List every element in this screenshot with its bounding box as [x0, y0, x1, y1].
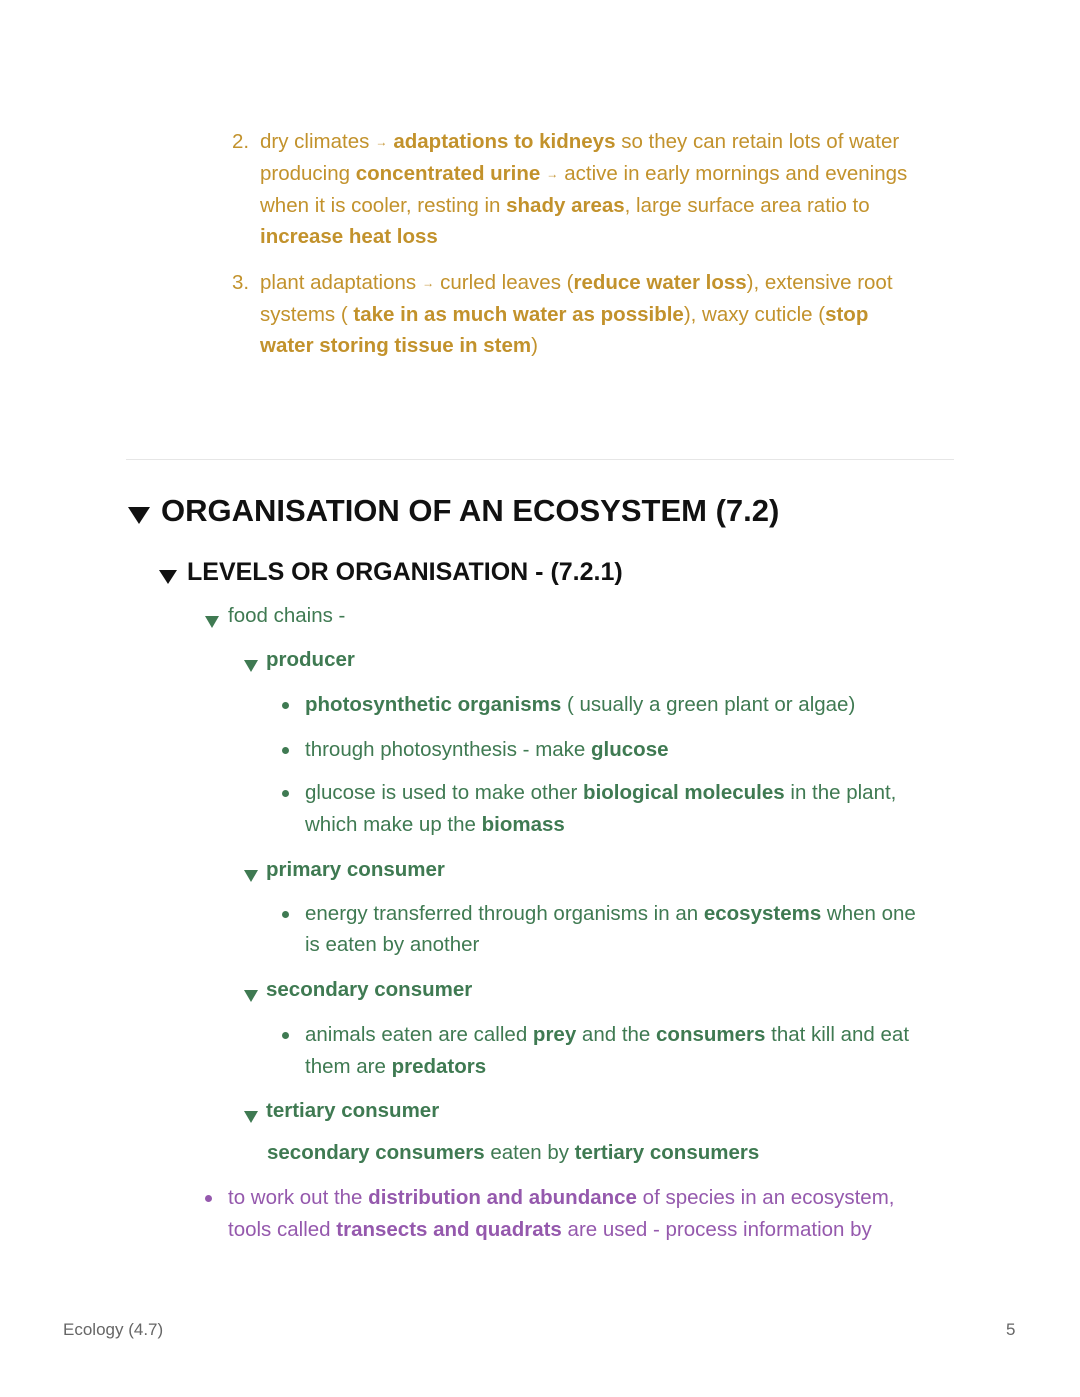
- toggle-triangle-icon[interactable]: [128, 503, 150, 527]
- text-span: curled leaves (: [440, 271, 574, 294]
- toggle-triangle-icon[interactable]: [159, 564, 177, 588]
- bold-term: ecosystems: [703, 902, 822, 925]
- bold-term: glucose: [591, 738, 669, 761]
- bullet-icon: [282, 911, 289, 918]
- text-span: ), waxy cuticle (: [683, 303, 826, 326]
- text-line: [305, 898, 916, 929]
- text-span: dry climates: [260, 130, 370, 153]
- toggle-triangle-icon[interactable]: [205, 609, 219, 633]
- arrow-icon: →: [375, 135, 388, 150]
- page-number: 5: [1006, 1320, 1016, 1339]
- bold-term: stop: [825, 303, 869, 326]
- text-span: tools called: [228, 1218, 337, 1241]
- text-span: ), extensive root: [746, 271, 893, 294]
- text-line: [260, 158, 907, 190]
- bold-term: photosynthetic organisms: [305, 693, 562, 716]
- bold-term: biological molecules: [583, 781, 785, 804]
- bullet-icon: [282, 790, 289, 797]
- bold-term: prey: [532, 1023, 577, 1046]
- bold-term: concentrated urine: [355, 162, 541, 185]
- bold-term: secondary consumers: [267, 1141, 485, 1164]
- divider: [126, 459, 954, 460]
- text-line: [260, 267, 893, 299]
- bold-term: take in as much water as possible: [353, 303, 684, 326]
- bold-term: distribution and abundance: [368, 1186, 637, 1209]
- toggle-triangle-icon[interactable]: [244, 1104, 258, 1128]
- text-span: so they can retain lots of water: [615, 130, 900, 153]
- arrow-icon: →: [546, 167, 559, 182]
- text-span: when it is cooler, resting in: [260, 194, 507, 217]
- section-title: ORGANISATION OF AN ECOSYSTEM (7.2): [161, 493, 780, 528]
- arrow-icon: →: [422, 276, 435, 291]
- list-number: 3.: [232, 271, 250, 294]
- text-span: in the plant,: [784, 781, 897, 804]
- text-line: [228, 1214, 872, 1245]
- text-span: glucose is used to make other: [305, 781, 584, 804]
- bullet-icon: [282, 702, 289, 709]
- text-line: [305, 809, 565, 840]
- text-span: , large surface area ratio to: [624, 194, 870, 217]
- text-span: energy transferred through organisms in an: [305, 902, 704, 925]
- text-line: [267, 1137, 759, 1168]
- text-line: [260, 126, 899, 158]
- text-span: through photosynthesis - make: [305, 738, 592, 761]
- text-span: to work out the: [228, 1186, 369, 1209]
- bold-term: tertiary consumers: [574, 1141, 760, 1164]
- text-span: which make up the: [305, 813, 482, 836]
- text-line: [305, 1051, 486, 1082]
- text-span: producing: [260, 162, 356, 185]
- text-span: eaten by: [484, 1141, 575, 1164]
- bold-term: predators: [391, 1055, 487, 1078]
- footer-title: Ecology (4.7): [63, 1320, 164, 1339]
- text-line: [305, 689, 855, 720]
- text-span: animals eaten are called: [305, 1023, 533, 1046]
- toggle-triangle-icon[interactable]: [244, 863, 258, 887]
- text-line: is eaten by another: [305, 933, 480, 956]
- bullet-icon: [205, 1195, 212, 1202]
- bold-term: reduce water loss: [573, 271, 747, 294]
- text-span: them are: [305, 1055, 392, 1078]
- text-span: active in early mornings and evenings: [564, 162, 908, 185]
- bold-term: increase heat loss: [260, 225, 438, 248]
- bold-term: consumers: [656, 1023, 766, 1046]
- text-span: that kill and eat: [765, 1023, 910, 1046]
- text-line: [260, 330, 538, 361]
- bullet-icon: [282, 1032, 289, 1039]
- text-line: [260, 299, 868, 330]
- toggle-label: primary consumer: [266, 858, 445, 881]
- toggle-label: food chains -: [228, 604, 346, 627]
- text-span: are used - process information by: [561, 1218, 872, 1241]
- toggle-label: producer: [266, 648, 355, 671]
- text-line: [305, 734, 669, 765]
- text-line: [260, 221, 438, 252]
- text-line: [305, 777, 896, 808]
- bold-term: shady areas: [506, 194, 625, 217]
- subsection-title: LEVELS OR ORGANISATION - (7.2.1): [187, 558, 623, 586]
- text-span: of species in an ecosystem,: [636, 1186, 895, 1209]
- text-line: [228, 1182, 894, 1213]
- bold-term: transects and quadrats: [336, 1218, 562, 1241]
- bold-term: biomass: [481, 813, 565, 836]
- text-span: plant adaptations: [260, 271, 417, 294]
- text-line: [305, 1019, 909, 1050]
- bullet-icon: [282, 747, 289, 754]
- toggle-triangle-icon[interactable]: [244, 983, 258, 1007]
- bold-term: water storing tissue in stem: [260, 334, 532, 357]
- text-span: when one: [821, 902, 916, 925]
- list-number: 2.: [232, 130, 250, 153]
- bold-term: adaptations to kidneys: [393, 130, 616, 153]
- toggle-label: secondary consumer: [266, 978, 473, 1001]
- text-span: ( usually a green plant or algae): [561, 693, 856, 716]
- text-span: and the: [576, 1023, 657, 1046]
- text-line: [260, 190, 870, 221]
- text-span: ): [531, 334, 538, 357]
- toggle-label: tertiary consumer: [266, 1099, 440, 1122]
- text-span: systems (: [260, 303, 354, 326]
- toggle-triangle-icon[interactable]: [244, 653, 258, 677]
